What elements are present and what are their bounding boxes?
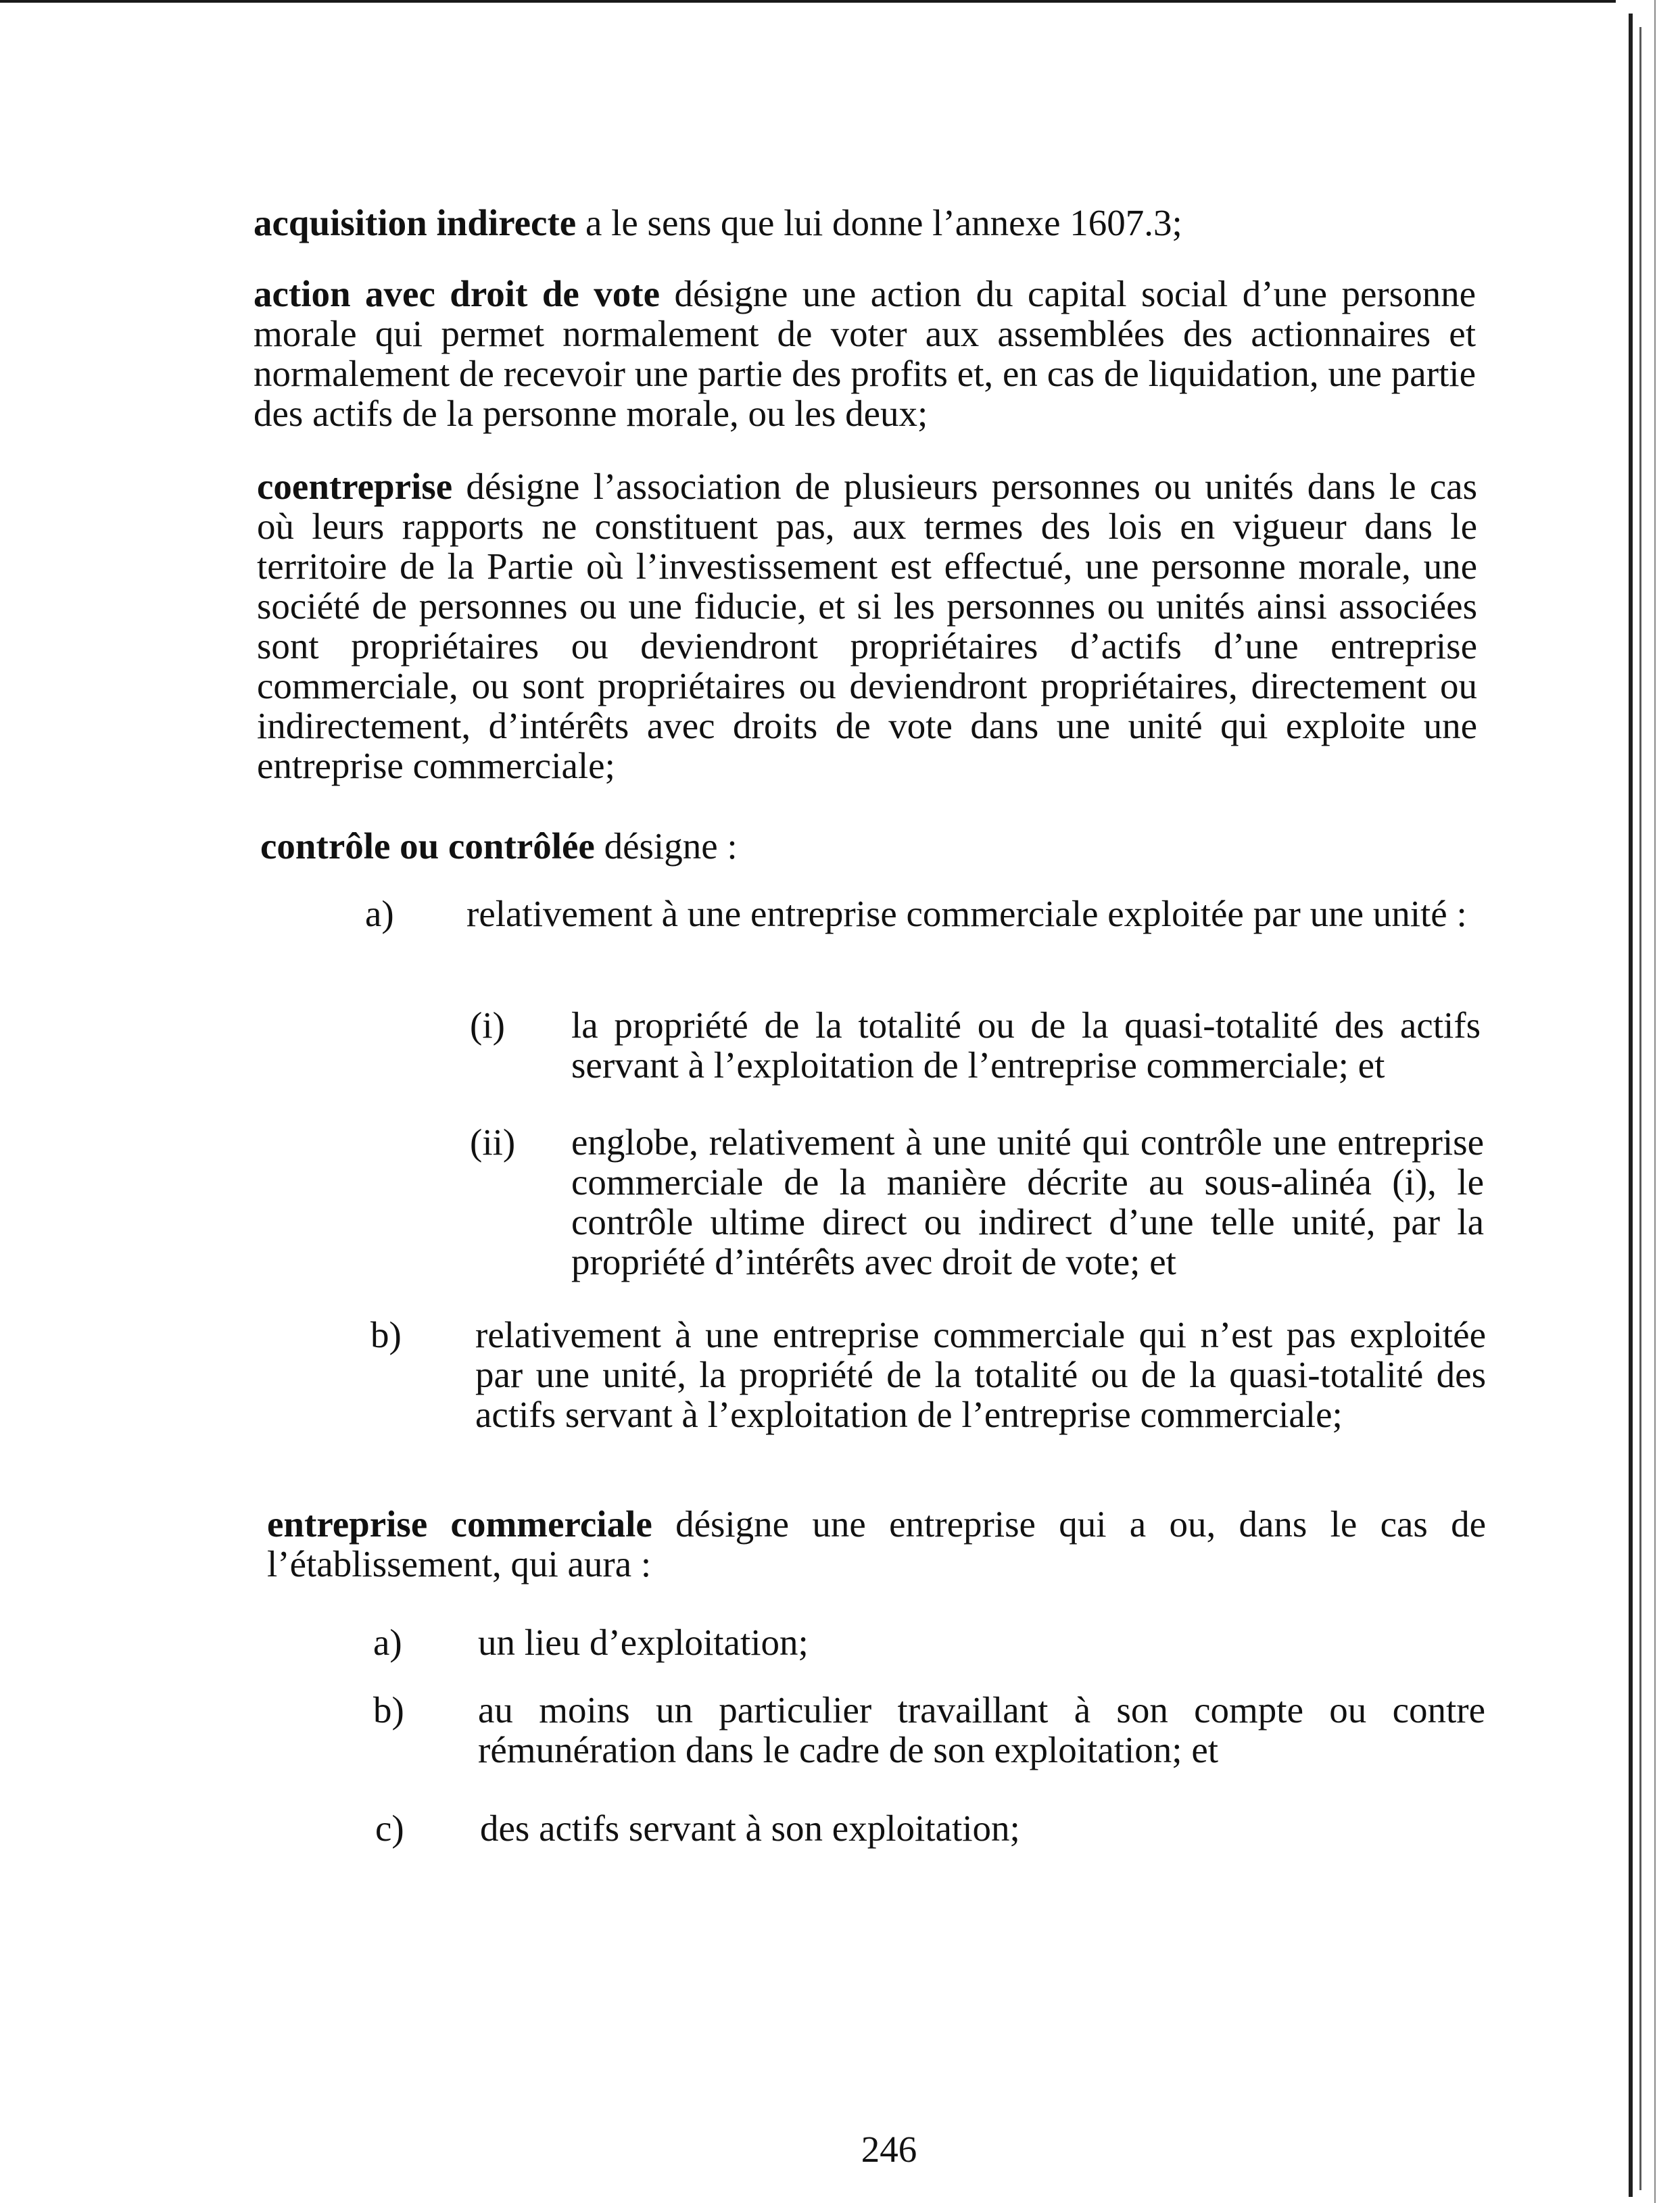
item-label: b) bbox=[373, 1689, 404, 1730]
item-text: au moins un particulier travaillant à son compte ou contre rémunération dans le cadre de son exploitation; et bbox=[478, 1689, 1485, 1770]
definition-text: désigne une action du capital social d’une personne morale qui permet normalement de voter aux assemblées des actionnaires et normalement de recevoir une partie des profits et, en cas de liquidation, une partie des actifs de la personne morale, ou les deux; bbox=[254, 273, 1476, 434]
definition-acquisition-indirecte bbox=[254, 203, 1484, 243]
item-label: b) bbox=[370, 1314, 402, 1355]
definition-text: désigne l’association de plusieurs personnes ou unités dans le cas où leurs rapports ne constituent pas, aux termes des lois en vigueur dans le territoire de la Partie où l’investissement est effectué, une personne morale, une société de personnes ou une fiducie, et si les personnes ou unités ainsi associées sont propriétaires ou deviendront propriétaires d’actifs d’une entreprise commerciale, ou sont propriétaires ou deviendront propriétaires, directement ou indirectement, d’intérêts avec droits de vote dans une unité qui exploite une entreprise commerciale; bbox=[257, 466, 1477, 786]
page-number: 246 bbox=[861, 2129, 917, 2170]
item-label: (i) bbox=[470, 1004, 505, 1046]
item-label: a) bbox=[373, 1622, 402, 1663]
item-text: relativement à une entreprise commerciale qui n’est pas exploitée par une unité, la propriété de la totalité ou de la quasi-totalité des actifs servant à l’exploitation de l’entreprise commerciale; bbox=[475, 1314, 1486, 1435]
item-text: un lieu d’exploitation; bbox=[478, 1622, 809, 1663]
term: contrôle ou contrôlée bbox=[260, 825, 595, 867]
item-label: c) bbox=[375, 1808, 404, 1849]
definition-coentreprise bbox=[257, 466, 1477, 785]
item-text: des actifs servant à son exploitation; bbox=[480, 1808, 1020, 1849]
term: action avec droit de vote bbox=[254, 273, 661, 314]
definition-entreprise-commerciale bbox=[267, 1504, 1486, 1584]
term: acquisition indirecte bbox=[254, 202, 577, 243]
item-label: a) bbox=[365, 893, 394, 934]
definition-text: désigne : bbox=[594, 825, 738, 867]
term: entreprise commerciale bbox=[267, 1503, 652, 1545]
item-label: (ii) bbox=[470, 1121, 516, 1163]
term: coentreprise bbox=[257, 466, 453, 507]
item-text: relativement à une entreprise commerciale exploitée par une unité : bbox=[466, 893, 1467, 934]
item-text: englobe, relativement à une unité qui contrôle une entreprise commerciale de la manière décrite au sous-alinéa (i), le contrôle ultime direct ou indirect d’une telle unité, par la propriété d’intérêts avec droit de vote; et bbox=[571, 1121, 1484, 1282]
item-text: la propriété de la totalité ou de la quasi-totalité des actifs servant à l’exploitation de l’entreprise commerciale; et bbox=[571, 1004, 1481, 1086]
definition-action-avec-droit-de-vote bbox=[254, 274, 1476, 433]
definition-text: désigne une entreprise qui a ou, dans le cas de l’établissement, qui aura : bbox=[267, 1503, 1487, 1584]
definition-text: a le sens que lui donne l’annexe 1607.3; bbox=[576, 202, 1182, 243]
definition-controle bbox=[260, 826, 1410, 866]
